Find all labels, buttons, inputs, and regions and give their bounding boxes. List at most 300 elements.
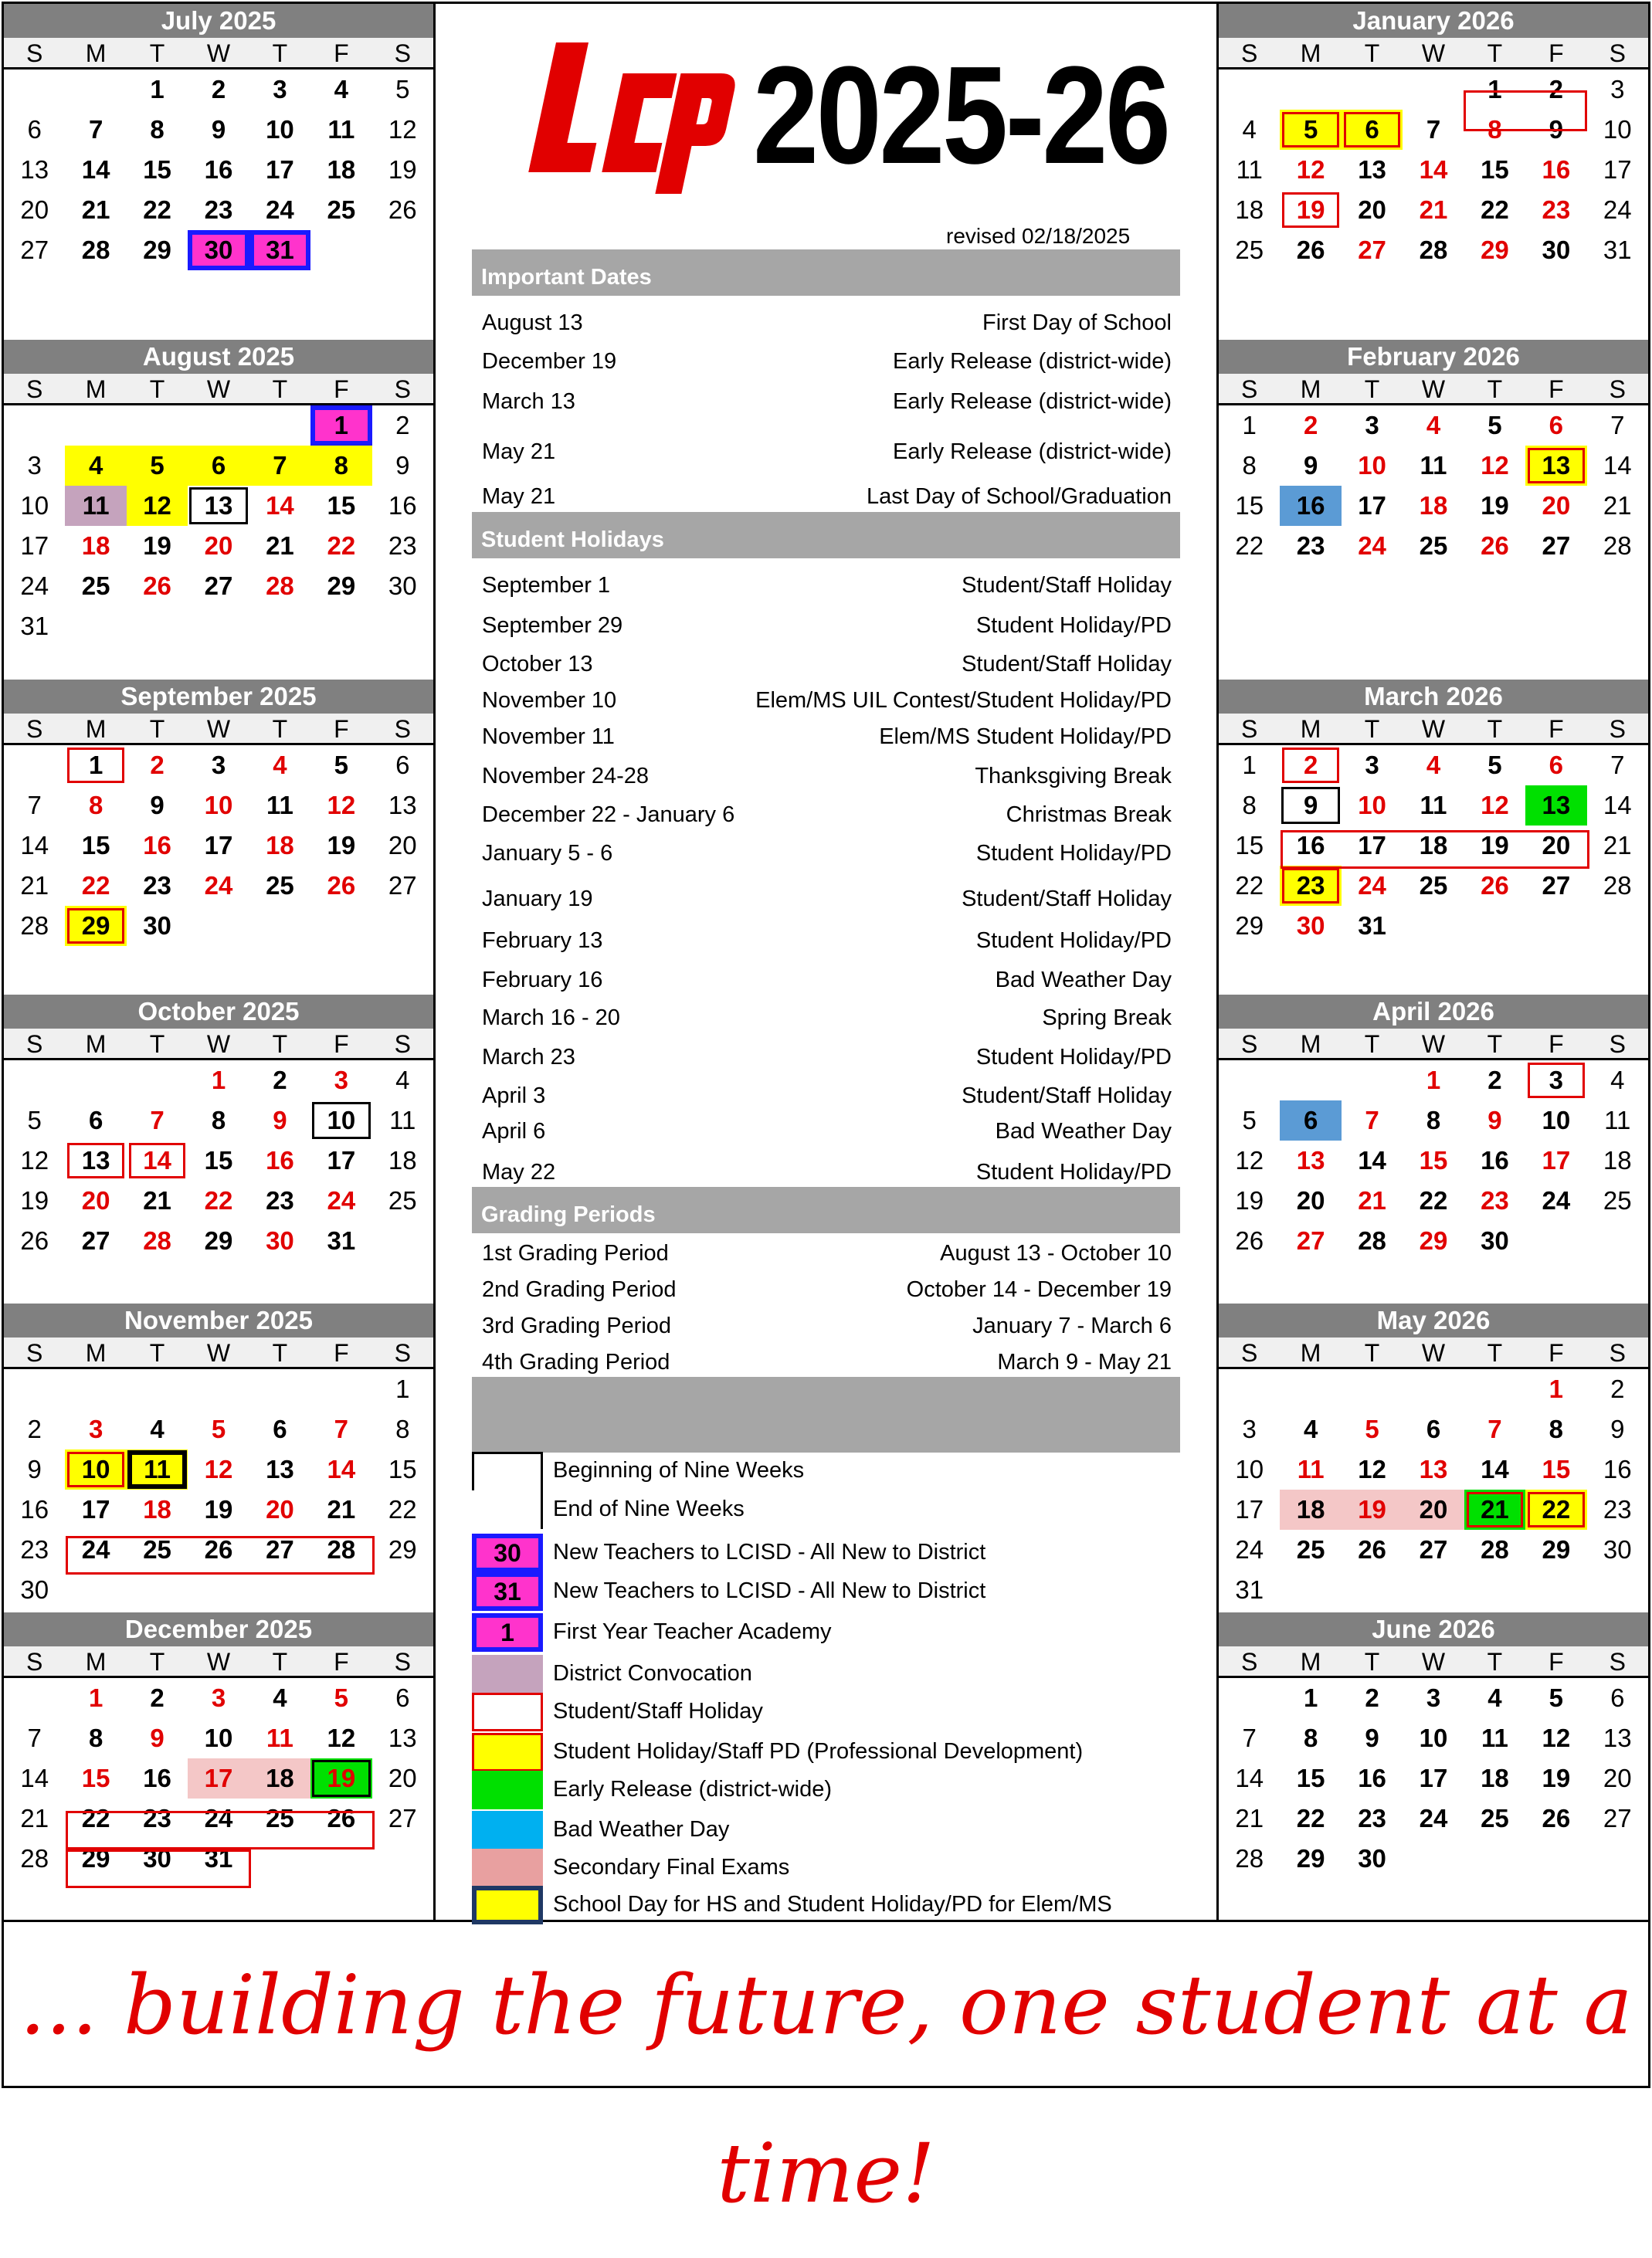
empty-cell [4, 745, 65, 785]
day-cell: 16 [1603, 1455, 1632, 1483]
day-cell: 21 [266, 531, 294, 560]
weekday-label: S [1609, 39, 1626, 67]
month-oct [4, 995, 433, 1261]
day-cell: 7 [1610, 411, 1625, 439]
day-cell: 25 [1235, 236, 1264, 264]
day-cell: 28 [81, 236, 110, 264]
holiday-event: Student/Staff Holiday [962, 1083, 1172, 1108]
weekday-label: S [394, 1030, 411, 1058]
day-cell: 18 [81, 531, 110, 560]
day-cell: 24 [1419, 1804, 1448, 1833]
day-cell: 27 [1542, 531, 1571, 560]
day-cell: 30 [20, 1575, 49, 1604]
legend-swatch [472, 1655, 543, 1694]
holiday-date: March 16 - 20 [482, 1005, 620, 1030]
month-title: July 2025 [4, 4, 433, 38]
empty-cell [1342, 70, 1403, 110]
day-cell: 8 [1242, 791, 1257, 819]
day-cell: 15 [1419, 1146, 1448, 1175]
day-cell: 7 [1610, 751, 1625, 779]
day-cell: 11 [127, 1449, 188, 1490]
holiday-row [482, 1002, 1172, 1033]
day-cell: 29 [1296, 1844, 1325, 1873]
holiday-event: Student Holiday/PD [975, 613, 1172, 638]
day-cell: 23 [1280, 866, 1341, 906]
day-cell: 26 [1481, 871, 1509, 900]
day-cell: 15 [388, 1455, 417, 1483]
day-cell: 27 [81, 1226, 110, 1255]
weekday-label: T [1364, 715, 1380, 743]
day-cell: 25 [1481, 1804, 1509, 1833]
holiday-row [482, 925, 1172, 956]
weekday-label: W [1421, 1030, 1446, 1058]
day-cell: 12 [1481, 791, 1509, 819]
day-cell: 8 [1549, 1415, 1564, 1443]
day-cell: 25 [388, 1186, 417, 1215]
day-cell: 22 [1296, 1804, 1325, 1833]
legend-label: School Day for HS and Student Holiday/PD for Elem/MS [553, 1892, 1112, 1917]
day-cell: 4 [273, 1683, 287, 1712]
day-cell: 16 [266, 1146, 294, 1175]
day-cell: 3 [334, 1066, 349, 1094]
day-cell: 21 [81, 195, 110, 224]
important-date-event: Early Release (district-wide) [893, 439, 1172, 464]
important-date-date: March 13 [482, 389, 575, 414]
day-cell: 23 [266, 1186, 294, 1215]
day-cell: 4 [395, 1066, 410, 1094]
day-cell: 20 [266, 1495, 294, 1524]
day-cell: 26 [20, 1226, 49, 1255]
day-cell: 4 [150, 1415, 165, 1443]
day-cell: 5 [1549, 1683, 1564, 1712]
weekday-label: T [272, 715, 288, 743]
day-cell: 4 [273, 751, 287, 779]
legend-swatch [472, 1771, 543, 1809]
day-cell: 1 [1426, 1066, 1441, 1094]
day-cell: 15 [81, 1764, 110, 1792]
holiday-row [482, 570, 1172, 601]
weekday-label: W [1421, 39, 1446, 67]
holiday-date: May 22 [482, 1160, 556, 1185]
day-cell: 22 [1525, 1490, 1586, 1530]
empty-cell [4, 70, 65, 110]
month-title: November 2025 [4, 1304, 433, 1338]
empty-cell [1342, 1060, 1403, 1100]
holiday-event: Bad Weather Day [995, 1119, 1172, 1144]
holiday-row [482, 610, 1172, 641]
day-cell: 23 [204, 195, 233, 224]
day-cell: 3 [27, 451, 42, 480]
weekday-label: S [1241, 39, 1258, 67]
day-cell: 5 [395, 75, 410, 103]
day-cell: 15 [327, 491, 356, 520]
day-cell: 9 [1303, 451, 1318, 480]
legend-swatch [472, 1733, 543, 1771]
day-cell: 24 [20, 571, 49, 600]
day-cell: 31 [204, 1844, 233, 1873]
day-cell: 6 [1549, 411, 1564, 439]
day-cell: 3 [211, 751, 226, 779]
holiday-row [482, 799, 1172, 830]
day-cell: 9 [150, 791, 165, 819]
day-cell: 17 [204, 831, 233, 859]
day-cell: 31 [327, 1226, 356, 1255]
weekday-label: W [206, 1648, 231, 1676]
day-cell: 27 [388, 871, 417, 900]
day-cell: 22 [204, 1186, 233, 1215]
day-cell: 18 [266, 831, 294, 859]
day-cell: 8 [310, 446, 371, 486]
empty-cell [1219, 70, 1280, 110]
month-jun [1219, 1612, 1648, 1879]
day-cell: 9 [27, 1455, 42, 1483]
day-cell: 12 [388, 115, 417, 144]
weekday-header [4, 1029, 433, 1060]
day-cell: 21 [20, 1804, 49, 1833]
empty-cell [188, 1369, 249, 1409]
left-divider [433, 2, 436, 1921]
day-cell: 28 [20, 1844, 49, 1873]
day-cell: 25 [327, 195, 356, 224]
day-cell: 26 [1296, 236, 1325, 264]
grading-period-event: August 13 - October 10 [940, 1241, 1172, 1266]
empty-cell [1219, 1678, 1280, 1718]
month-nov [4, 1304, 433, 1610]
holiday-date: September 1 [482, 573, 611, 598]
weekday-header [4, 714, 433, 745]
day-cell: 13 [188, 486, 249, 526]
legend-swatch [472, 1452, 543, 1490]
day-cell: 3 [1242, 1415, 1257, 1443]
important-date-row [482, 436, 1172, 467]
day-cell: 13 [266, 1455, 294, 1483]
weekday-label: T [272, 1648, 288, 1676]
weekday-label: S [394, 1339, 411, 1367]
weekday-label: T [149, 1030, 165, 1058]
month-title: August 2025 [4, 340, 433, 374]
day-cell: 22 [1235, 531, 1264, 560]
day-cell: 7 [1365, 1106, 1379, 1134]
empty-cell [65, 1060, 126, 1100]
day-cell: 25 [1603, 1186, 1632, 1215]
day-cell: 5 [27, 1106, 42, 1134]
weekday-label: F [1549, 1030, 1564, 1058]
empty-cell [249, 1369, 310, 1409]
day-cell: 21 [143, 1186, 171, 1215]
day-cell: 16 [1280, 486, 1341, 526]
holiday-event: Elem/MS Student Holiday/PD [879, 724, 1172, 749]
empty-cell [1219, 1369, 1280, 1409]
month-title: September 2025 [4, 680, 433, 714]
day-cell: 27 [1542, 871, 1571, 900]
day-cell: 31 [20, 612, 49, 640]
day-cell: 19 [1481, 831, 1509, 859]
holiday-event: Student Holiday/PD [975, 841, 1172, 866]
day-cell: 14 [81, 155, 110, 184]
legend-item [472, 1655, 1180, 1694]
month-aug [4, 340, 433, 646]
day-cell: 30 [266, 1226, 294, 1255]
holiday-date: November 24-28 [482, 764, 649, 788]
legend-label: Beginning of Nine Weeks [553, 1458, 805, 1483]
day-cell: 14 [1419, 155, 1448, 184]
empty-cell [310, 1369, 371, 1409]
day-cell: 3 [1426, 1683, 1441, 1712]
day-cell: 12 [1542, 1724, 1571, 1752]
holiday-date: November 10 [482, 688, 617, 713]
day-cell: 1 [65, 745, 126, 785]
day-cell: 19 [1481, 491, 1509, 520]
weekday-header [1219, 714, 1648, 745]
holiday-date: November 11 [482, 724, 615, 749]
day-cell: 7 [334, 1415, 349, 1443]
day-cell: 2 [1365, 1683, 1379, 1712]
weekday-label: W [206, 39, 231, 67]
day-cell: 9 [1365, 1724, 1379, 1752]
day-cell: 6 [27, 115, 42, 144]
day-cell: 6 [1280, 1100, 1341, 1141]
legend-label: Student/Staff Holiday [553, 1699, 763, 1724]
day-cell: 5 [1365, 1415, 1379, 1443]
weekday-label: F [334, 375, 349, 403]
day-grid [4, 1060, 433, 1261]
day-cell: 29 [1419, 1226, 1448, 1255]
day-cell: 24 [204, 871, 233, 900]
day-cell: 21 [1464, 1490, 1525, 1530]
day-cell: 28 [143, 1226, 171, 1255]
day-cell: 19 [1235, 1186, 1264, 1215]
legend-label: End of Nine Weeks [553, 1497, 745, 1521]
weekday-label: F [1549, 1648, 1564, 1676]
holiday-date: March 23 [482, 1045, 575, 1070]
day-cell: 1 [1242, 751, 1257, 779]
holiday-event: Spring Break [1042, 1005, 1172, 1030]
holiday-event: Thanksgiving Break [975, 764, 1172, 788]
weekday-header [4, 1646, 433, 1678]
legend-item [472, 1771, 1180, 1809]
day-cell: 21 [1358, 1186, 1386, 1215]
weekday-label: S [394, 39, 411, 67]
weekday-label: T [1487, 715, 1503, 743]
day-cell: 24 [81, 1535, 110, 1564]
day-cell: 20 [1542, 491, 1571, 520]
month-mar [1219, 680, 1648, 946]
day-cell: 3 [273, 75, 287, 103]
day-cell: 18 [1419, 491, 1448, 520]
day-cell: 24 [204, 1804, 233, 1833]
weekday-label: W [1421, 715, 1446, 743]
grading-period-row [482, 1274, 1172, 1305]
weekday-label: S [1241, 1030, 1258, 1058]
weekday-label: T [149, 375, 165, 403]
month-title: May 2026 [1219, 1304, 1648, 1338]
day-cell: 7 [249, 446, 310, 486]
day-cell: 20 [1403, 1490, 1464, 1530]
month-dec [4, 1612, 433, 1879]
day-cell: 22 [81, 871, 110, 900]
day-cell: 14 [1603, 451, 1632, 480]
day-cell: 9 [150, 1724, 165, 1752]
day-cell: 16 [1358, 1764, 1386, 1792]
day-cell: 8 [1487, 115, 1502, 144]
day-cell: 10 [1603, 115, 1632, 144]
day-cell: 13 [388, 1724, 417, 1752]
day-grid [1219, 745, 1648, 946]
day-cell: 12 [204, 1455, 233, 1483]
day-cell: 23 [20, 1535, 49, 1564]
holiday-row [482, 965, 1172, 995]
day-cell: 10 [65, 1449, 126, 1490]
month-title: October 2025 [4, 995, 433, 1029]
day-cell: 7 [27, 791, 42, 819]
day-cell: 26 [327, 871, 356, 900]
weekday-label: M [85, 39, 107, 67]
day-cell: 9 [1280, 785, 1341, 826]
empty-cell [4, 1369, 65, 1409]
grading-period-event: October 14 - December 19 [906, 1277, 1172, 1302]
weekday-label: F [334, 39, 349, 67]
day-cell: 4 [65, 446, 126, 486]
day-cell: 13 [388, 791, 417, 819]
day-cell: 6 [1610, 1683, 1625, 1712]
holiday-event: Student/Staff Holiday [962, 652, 1172, 676]
weekday-header [4, 1338, 433, 1369]
grading-period-date: 2nd Grading Period [482, 1277, 677, 1302]
day-cell: 27 [1603, 1804, 1632, 1833]
weekday-label: M [85, 375, 107, 403]
day-cell: 26 [143, 571, 171, 600]
day-cell: 22 [1419, 1186, 1448, 1215]
holiday-date: December 22 - January 6 [482, 802, 735, 827]
grading-periods-heading: Grading Periods [472, 1187, 1180, 1233]
day-cell: 28 [1603, 871, 1632, 900]
important-date-date: December 19 [482, 349, 617, 374]
weekday-label: F [1549, 715, 1564, 743]
holiday-row [482, 1042, 1172, 1073]
day-cell: 25 [1296, 1535, 1325, 1564]
important-date-row [482, 307, 1172, 338]
day-cell: 27 [20, 236, 49, 264]
day-cell: 18 [143, 1495, 171, 1524]
legend-item [472, 1849, 1180, 1887]
holiday-date: September 29 [482, 613, 623, 638]
day-cell: 19 [143, 531, 171, 560]
day-cell: 3 [1610, 75, 1625, 103]
day-cell: 5 [1487, 751, 1502, 779]
weekday-label: T [1364, 39, 1380, 67]
weekday-label: S [26, 375, 43, 403]
day-cell: 17 [327, 1146, 356, 1175]
weekday-header [1219, 1029, 1648, 1060]
day-cell: 13 [1296, 1146, 1325, 1175]
day-cell: 26 [1481, 531, 1509, 560]
day-cell: 20 [388, 1764, 417, 1792]
day-cell: 26 [1235, 1226, 1264, 1255]
empty-cell [1219, 1060, 1280, 1100]
day-cell: 4 [334, 75, 349, 103]
day-cell: 1 [1242, 411, 1257, 439]
weekday-label: T [272, 1030, 288, 1058]
empty-cell [127, 1060, 188, 1100]
legend-swatch [472, 1811, 543, 1849]
day-cell: 14 [327, 1455, 356, 1483]
day-cell: 29 [143, 236, 171, 264]
grading-period-date: 3rd Grading Period [482, 1314, 672, 1338]
legend-heading-band [472, 1377, 1180, 1453]
weekday-label: M [1300, 375, 1321, 403]
day-cell: 6 [188, 446, 249, 486]
day-cell: 2 [150, 1683, 165, 1712]
day-cell: 20 [388, 831, 417, 859]
day-cell: 24 [1358, 531, 1386, 560]
weekday-label: M [85, 1648, 107, 1676]
day-cell: 6 [395, 1683, 410, 1712]
legend-item [472, 1886, 1180, 1924]
day-cell: 23 [1542, 195, 1571, 224]
day-grid [1219, 1060, 1648, 1261]
day-cell: 10 [20, 491, 49, 520]
day-cell: 24 [266, 195, 294, 224]
day-cell: 1 [88, 1683, 103, 1712]
day-cell: 30 [1481, 1226, 1509, 1255]
legend-label: Secondary Final Exams [553, 1855, 790, 1880]
legend-item [472, 1490, 1180, 1529]
weekday-header [4, 374, 433, 405]
day-cell: 23 [143, 871, 171, 900]
weekday-label: S [1241, 1648, 1258, 1676]
holiday-row [482, 761, 1172, 792]
day-cell: 13 [1525, 785, 1586, 826]
day-cell: 1 [1549, 1375, 1564, 1403]
month-title: June 2026 [1219, 1612, 1648, 1646]
day-cell: 29 [388, 1535, 417, 1564]
legend-item [472, 1733, 1180, 1771]
day-cell: 3 [1525, 1060, 1586, 1100]
day-cell: 18 [388, 1146, 417, 1175]
month-jul [4, 4, 433, 270]
day-cell: 7 [1426, 115, 1441, 144]
legend-label: First Year Teacher Academy [553, 1619, 832, 1644]
day-cell: 21 [1603, 831, 1632, 859]
day-cell: 29 [327, 571, 356, 600]
day-cell: 12 [20, 1146, 49, 1175]
day-cell: 8 [1426, 1106, 1441, 1134]
holiday-row [482, 1080, 1172, 1111]
day-cell: 5 [127, 446, 188, 486]
weekday-label: W [206, 375, 231, 403]
important-date-date: May 21 [482, 484, 556, 509]
weekday-header [4, 38, 433, 70]
weekday-label: S [1609, 1339, 1626, 1367]
day-cell: 29 [1235, 911, 1264, 940]
month-title: February 2026 [1219, 340, 1648, 374]
important-date-event: First Day of School [982, 310, 1172, 335]
holiday-date: January 19 [482, 887, 593, 911]
day-cell: 10 [1358, 791, 1386, 819]
day-grid [4, 70, 433, 270]
legend-swatch [472, 1693, 543, 1731]
weekday-label: S [1609, 715, 1626, 743]
month-title: March 2026 [1219, 680, 1648, 714]
day-grid [1219, 405, 1648, 566]
day-cell: 23 [1296, 531, 1325, 560]
grading-period-row [482, 1310, 1172, 1341]
day-cell: 1 [1487, 75, 1502, 103]
day-cell: 25 [1419, 871, 1448, 900]
day-cell: 15 [143, 155, 171, 184]
day-cell: 13 [1525, 446, 1586, 486]
day-cell: 28 [1235, 1844, 1264, 1873]
